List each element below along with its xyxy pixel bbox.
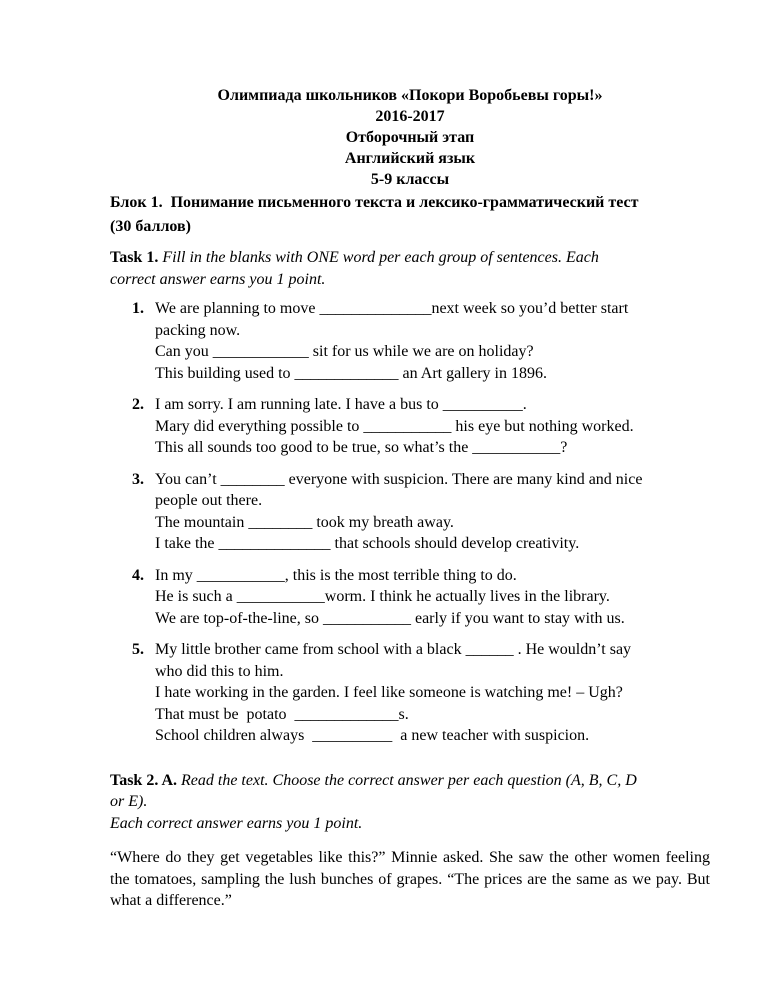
task1-item-1 xyxy=(110,298,710,384)
item-4-line-3: We are top-of-the-line, so ___________ early if you want to stay with us. xyxy=(155,609,625,627)
olympiad-title: Олимпиада школьников «Покори Воробьевы горы!» xyxy=(217,87,603,104)
item-3-line-3: The mountain ________ took my breath away. xyxy=(155,513,454,531)
task1-item-4 xyxy=(110,565,710,630)
task1-item-5 xyxy=(110,639,710,747)
task2-label: Task 2. A. xyxy=(110,771,177,789)
document-header xyxy=(110,85,710,190)
item-1-line-4: This building used to _____________ an Art gallery in 1896. xyxy=(155,364,547,382)
stage-name: Отборочный этап xyxy=(345,129,475,146)
item-4-line-1: In my ___________, this is the most terrible thing to do. xyxy=(155,566,517,584)
grades-range: 5-9 классы xyxy=(370,171,450,188)
task1-instruction-text: Fill in the blanks with ONE word per each group of sentences. Each xyxy=(158,249,599,266)
item-4-line-2: He is such a ___________worm. I think he actually lives in the library. xyxy=(155,588,610,605)
block1-heading xyxy=(110,191,710,239)
task1-instruction-line2: correct answer earns you 1 point. xyxy=(110,270,326,288)
item-5-line-2: who did this to him. xyxy=(155,662,284,680)
block1-heading-line2: (30 баллов) xyxy=(110,218,191,235)
item-2-line-2: Mary did everything possible to ___________ his eye but nothing worked. xyxy=(155,417,634,435)
item-1-line-2: packing now. xyxy=(155,321,241,339)
item-5-line-3: I hate working in the garden. I feel like someone is watching me! – Ugh? xyxy=(155,684,623,701)
item-5-line-4: That must be potato _____________s. xyxy=(155,705,409,723)
item-3-number: 3. xyxy=(132,470,144,488)
task2-instruction-line3: Each correct answer earns you 1 point. xyxy=(110,814,363,832)
task2-instruction-line2: or E). xyxy=(110,793,148,810)
item-5-number: 5. xyxy=(132,641,144,658)
task2-instruction-text: Read the text. Choose the correct answer per each question (A, B, C, D xyxy=(177,771,637,789)
task1-items xyxy=(110,298,710,747)
subject-name: Английский язык xyxy=(344,150,476,167)
task1-instructions xyxy=(110,247,710,290)
task1-item-3 xyxy=(110,469,710,555)
item-1-number: 1. xyxy=(132,300,144,317)
item-2-line-1: I am sorry. I am running late. I have a bus to __________. xyxy=(155,396,527,413)
task2-instruction-line1 xyxy=(110,770,710,792)
item-2-number: 2. xyxy=(132,396,144,413)
item-3-line-4: I take the ______________ that schools should develop creativity. xyxy=(155,535,580,552)
block1-heading-line1: Блок 1. Понимание письменного текста и лексико-грамматический тест xyxy=(110,194,639,211)
item-3-line-2: people out there. xyxy=(155,492,263,509)
item-4-number: 4. xyxy=(132,566,144,584)
item-1-line-3: Can you ____________ sit for us while we are on holiday? xyxy=(155,343,534,360)
document-content xyxy=(110,85,710,912)
task1-instruction-line1 xyxy=(110,247,710,269)
task2-instructions xyxy=(110,770,710,835)
item-3-line-1: You can’t ________ everyone with suspicion. There are many kind and nice xyxy=(155,470,643,488)
academic-year: 2016-2017 xyxy=(375,108,445,125)
item-1-line-1: We are planning to move ______________next week so you’d better start xyxy=(155,300,629,317)
item-5-line-5: School children always __________ a new teacher with suspicion. xyxy=(155,727,590,744)
task1-label: Task 1. xyxy=(110,249,159,266)
task1-item-2 xyxy=(110,394,710,459)
passage-paragraph: “Where do they get vegetables like this?” Minnie asked. She saw the other women feeling the tomatoes, sampling the lush bunches of grapes. “The prices are the same as we pay. But what a difference.” xyxy=(110,849,710,909)
item-5-line-1: My little brother came from school with a black ______ . He wouldn’t say xyxy=(155,641,632,658)
item-2-line-3: This all sounds too good to be true, so what’s the ___________? xyxy=(155,439,568,456)
